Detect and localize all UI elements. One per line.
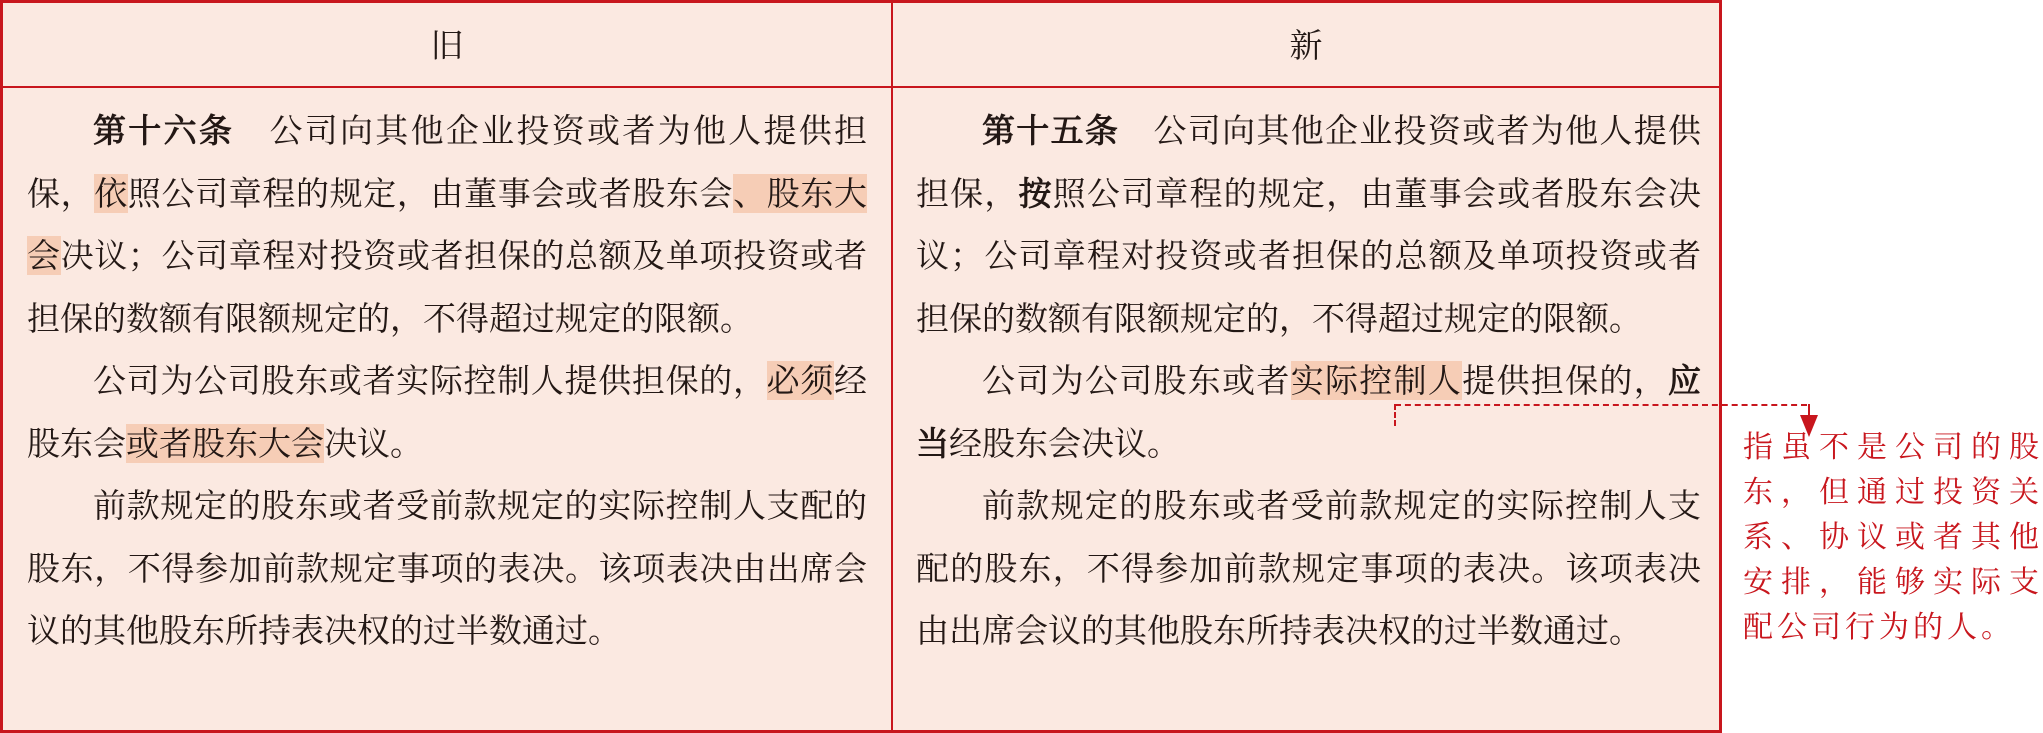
new-p3-text-1: 前款规定的股东或者受前款规定的实际控制人支配的股东，不得参加前款规定事项的表决。该项表决由出席会议的其他股东所持表决权的过半数通过。 (916, 486, 1701, 650)
old-p2-text-3: 决议。 (324, 423, 423, 463)
column-divider (891, 3, 893, 730)
header-new: 新 (1289, 26, 1323, 65)
annotation-connector-line (1395, 404, 1807, 406)
old-p1-text-2: 照公司章程的规定，由董事会或者股东会 (127, 173, 734, 213)
annotation-note: 指虽不是公司的股东，但通过投资关系、协议或者其他安排，能够实际支配公司行为的人。 (1743, 430, 2043, 645)
new-text-cell (916, 100, 1701, 663)
old-text-cell (27, 100, 867, 663)
old-p1-highlight-1: 依 (94, 173, 128, 213)
old-paragraph-3 (27, 475, 867, 663)
new-p1-bold-1: 按 (1018, 173, 1053, 213)
new-paragraph-3 (916, 475, 1701, 663)
old-p2-highlight-2: 或者股东大会 (126, 423, 324, 463)
new-paragraph-2 (916, 350, 1701, 475)
new-article-number: 第十五条 (982, 111, 1120, 150)
old-paragraph-2 (27, 350, 867, 475)
old-p3-text-1: 前款规定的股东或者受前款规定的实际控制人支配的股东，不得参加前款规定事项的表决。该项表决由出席会议的其他股东所持表决权的过半数通过。 (27, 486, 867, 650)
old-p1-text-1: 公司向其他企业投资或者为他人提供担保， (27, 111, 868, 213)
new-p2-text-3: 经股东会决议。 (949, 423, 1180, 463)
header-divider (3, 86, 1719, 88)
old-p1-text-3: 决议；公司章程对投资或者担保的总额及单项投资或者担保的数额有限额规定的，不得超过规定的限额。 (27, 236, 867, 338)
new-p1-text-2: 照公司章程的规定，由董事会或者股东会决议；公司章程对投资或者担保的总额及单项投资或者担保的数额有限额规定的，不得超过规定的限额。 (916, 173, 1702, 338)
old-p2-text-2: 经股东会 (27, 361, 868, 463)
old-paragraph-1 (27, 100, 867, 350)
old-p2-highlight-1: 必须 (766, 361, 835, 400)
old-p1-highlight-2: 、股东大会 (27, 173, 867, 275)
new-p2-text-2: 提供担保的， (1462, 361, 1669, 400)
new-p1-text-1: 公司向其他企业投资或者为他人提供担保， (916, 111, 1702, 213)
header-old: 旧 (430, 26, 464, 65)
annotation-connector-start (1394, 404, 1396, 426)
new-p2-bold-1: 应当 (916, 361, 1702, 463)
new-paragraph-1 (916, 100, 1701, 350)
new-p2-text-1: 公司为公司股东或者 (982, 361, 1291, 400)
old-p2-text-1: 公司为公司股东或者实际控制人提供担保的， (93, 361, 767, 400)
new-p2-highlight-1: 实际控制人 (1290, 361, 1463, 400)
old-article-number: 第十六条 (93, 111, 235, 150)
